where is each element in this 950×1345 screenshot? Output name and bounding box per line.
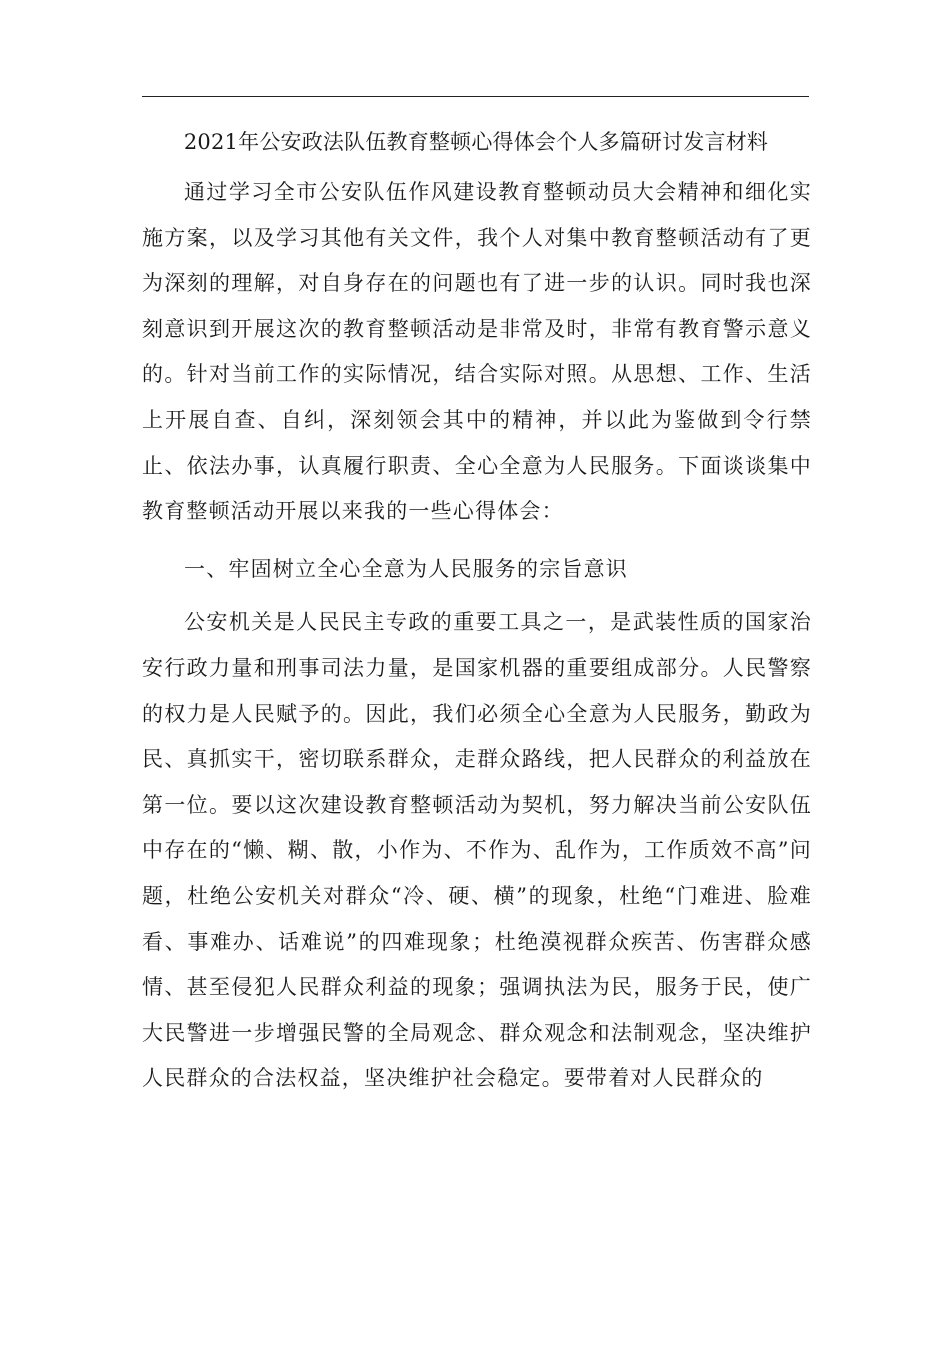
body-paragraph: 公安机关是人民民主专政的重要工具之一，是武装性质的国家治安行政力量和刑事司法力量，是国家机器的重要组成部分。人民警察的权力是人民赋予的。因此，我们必须全心全意为人民服务，勤政为民、真抓实干，密切联系群众，走群众路线，把人民群众的利益放在第一位。要以这次建设教育整顿活动为契机，努力解决当前公安队伍中存在的“懒、糊、散，小作为、不作为、乱作为，工作质效不高”问题，杜绝公安机关对群众“冷、硬、横”的现象，杜绝“门难进、脸难看、事难办、话难说”的四难现象；杜绝漠视群众疾苦、伤害群众感情、甚至侵犯人民群众利益的现象；强调执法为民，服务于民，使广大民警进一步增强民警的全局观念、群众观念和法制观念，坚决维护人民群众的合法权益，坚决维护社会稳定。要带着对人民群众的	[142, 610, 812, 1091]
intro-paragraph: 通过学习全市公安队伍作风建设教育整顿动员大会精神和细化实施方案，以及学习其他有关文件，我个人对集中教育整顿活动有了更为深刻的理解，对自身存在的问题也有了进一步的认识。同时我也深刻意识到开展这次的教育整顿活动是非常及时，非常有教育警示意义的。针对当前工作的实际情况，结合实际对照。从思想、工作、生活上开展自查、自纠，深刻领会其中的精神，并以此为鉴做到令行禁止、依法办事，认真履行职责、全心全意为人民服务。下面谈谈集中教育整顿活动开展以来我的一些心得体会：	[142, 180, 812, 524]
section-heading: 一、牢固树立全心全意为人民服务的宗旨意识	[184, 556, 628, 581]
document-body	[142, 170, 812, 1102]
header-rule	[142, 96, 809, 97]
document-title: 2021年公安政法队伍教育整顿心得体会个人多篇研讨发言材料	[183, 130, 769, 154]
